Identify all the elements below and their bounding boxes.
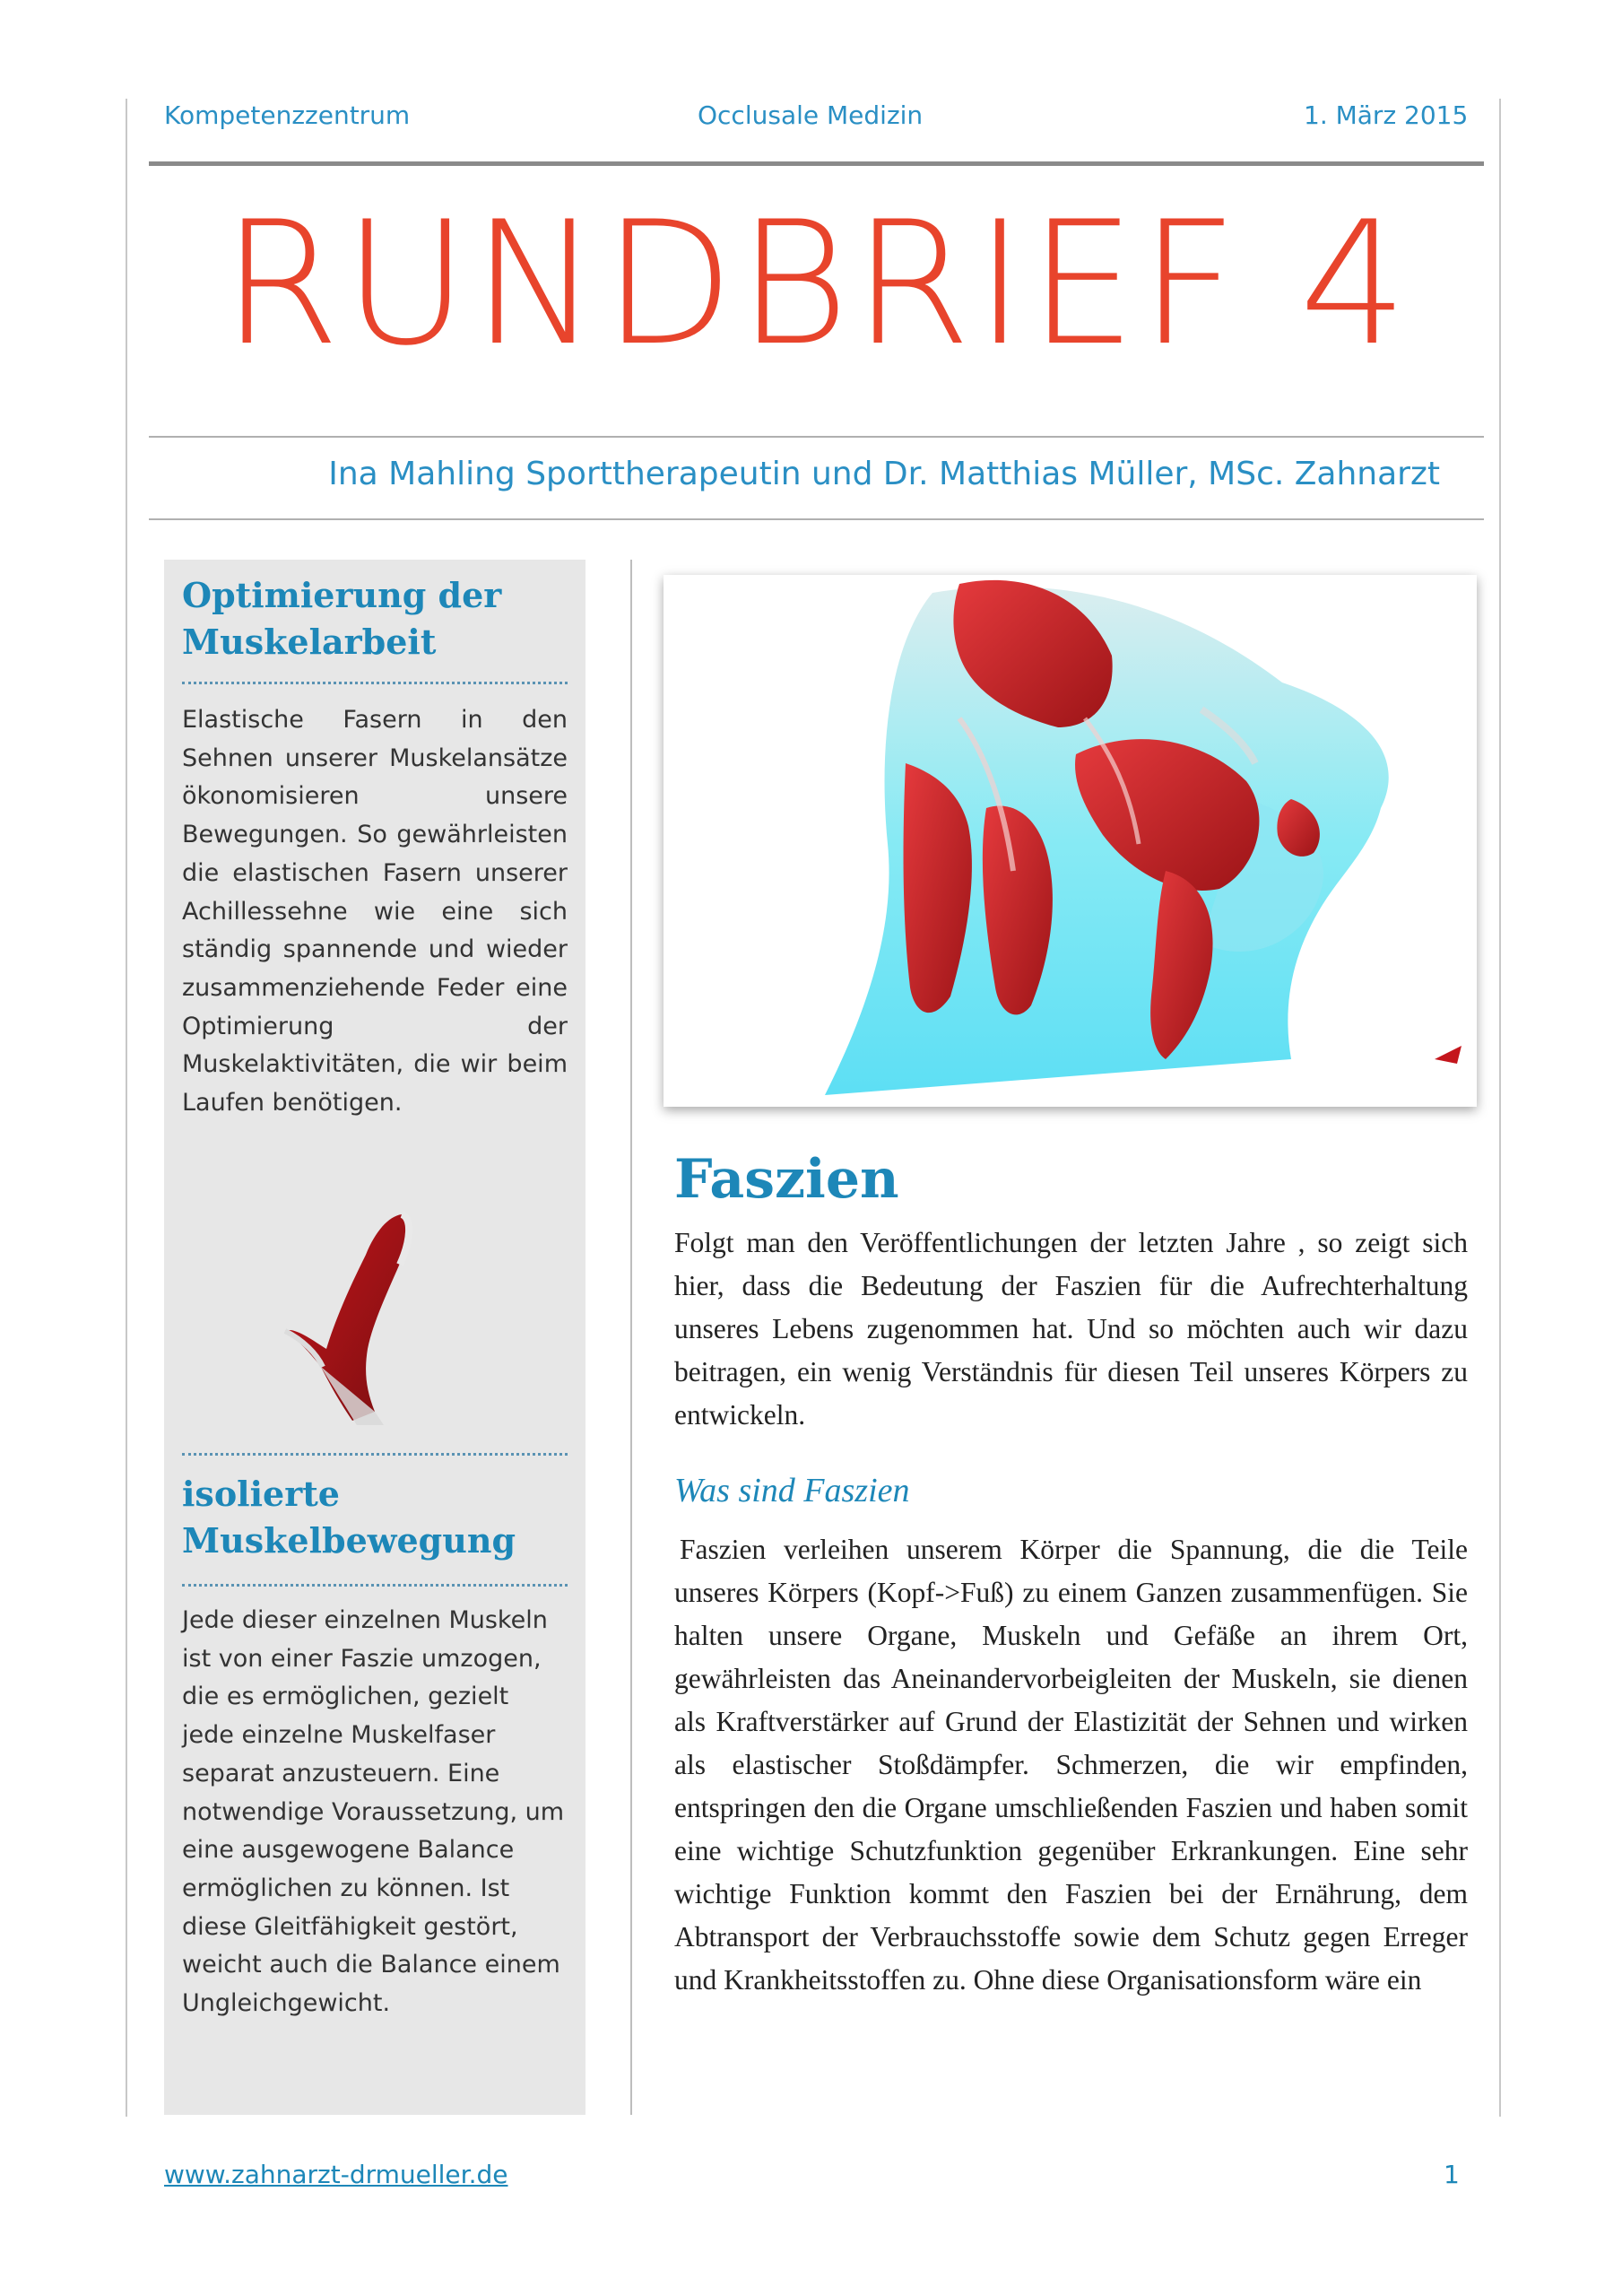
- column-divider: [630, 560, 632, 2115]
- header-center: Occlusale Medizin: [698, 100, 924, 130]
- dotted-divider: [182, 682, 568, 684]
- header-left: Kompetenzzentrum: [164, 100, 411, 130]
- sidebar-text-2: Jede dieser einzelnen Muskeln ist von einer Faszie umzogen, die es ermöglichen, gezielt jede einzelne Muskelfaser separat anzusteuern. Eine notwendige Voraussetzung, um eine ausgewogene Balance ermöglichen zu können. Ist diese Gleitfähigkeit gestört, weicht auch die Balance einem Ungleichgewicht.: [182, 1606, 565, 2018]
- page-number: 1: [1444, 2160, 1460, 2189]
- dotted-divider: [182, 1584, 568, 1587]
- header-date: 1. März 2015: [1304, 100, 1469, 130]
- article-heading: Faszien: [674, 1148, 899, 1211]
- website-link[interactable]: www.zahnarzt-drmueller.de: [164, 2160, 508, 2189]
- sidebar-text-1: Elastische Fasern in den Sehnen unserer Muskelansätze ökonomisieren unsere Bewegungen. So gewährleisten die elastischen Fasern unserer Achillessehne wie eine sich ständig spannende und wieder zusammenziehende Feder eine Optimierung der Muskelaktivitäten, die wir beim Laufen benötigen.: [182, 706, 568, 1118]
- title-rule: [149, 436, 1484, 438]
- leg-muscle-image: [267, 1205, 429, 1439]
- sidebar-heading-1: Optimierung der Muskelarbeit: [182, 575, 502, 662]
- page-title: RUNDBRIEF 4: [221, 185, 1411, 383]
- dotted-divider: [182, 1453, 568, 1456]
- header-rule: [149, 161, 1484, 166]
- anatomy-image-frame: [664, 575, 1477, 1107]
- frame-left-line: [126, 99, 127, 2117]
- sidebar: [164, 560, 585, 2115]
- authors-line: Ina Mahling Sporttherapeutin und Dr. Matthias Müller, MSc. Zahnarzt: [328, 456, 1440, 492]
- article-subheading: Was sind Faszien: [674, 1472, 910, 1509]
- neck-anatomy-image: [664, 575, 1477, 1107]
- frame-right-line: [1499, 99, 1501, 2117]
- sidebar-heading-2: isolierte Muskelbewegung: [182, 1474, 516, 1561]
- article-body: Faszien verleihen unserem Körper die Spannung, die die Teile unseres Körpers (Kopf->Fuß) zu einem Ganzen zusammenfügen. Sie halten unsere Organe, Muskeln und Gefäße an ihrem Ort, gewährleisten das Aneinandervorbeigleiten der Muskeln, sie dienen als Kraftverstärker auf Grund der Elastizität der Sehnen und wirken als elastischer Stoßdämpfer. Schmerzen, die wir empfinden, entspringen den die Organe umschließenden Faszien und haben somit eine wichtige Schutzfunktion gegenüber Erkrankungen. Eine sehr wichtige Funktion kommt den Faszien bei der Ernährung, dem Abtransport der Verbrauchsstoffe sowie dem Schutz gegen Erreger und Krankheitsstoffen zu. Ohne diese Organisationsform wäre ein: [674, 1534, 1468, 1996]
- article-intro: Folgt man den Veröffentlichungen der letzten Jahre , so zeigt sich hier, dass die Bedeutung der Faszien für die Aufrechterhaltung unseres Lebens zugenommen hat. Und so möchten auch wir dazu beitragen, ein wenig Verständnis für diesen Teil unseres Körpers zu entwickeln.: [674, 1227, 1468, 1431]
- authors-rule: [149, 518, 1484, 520]
